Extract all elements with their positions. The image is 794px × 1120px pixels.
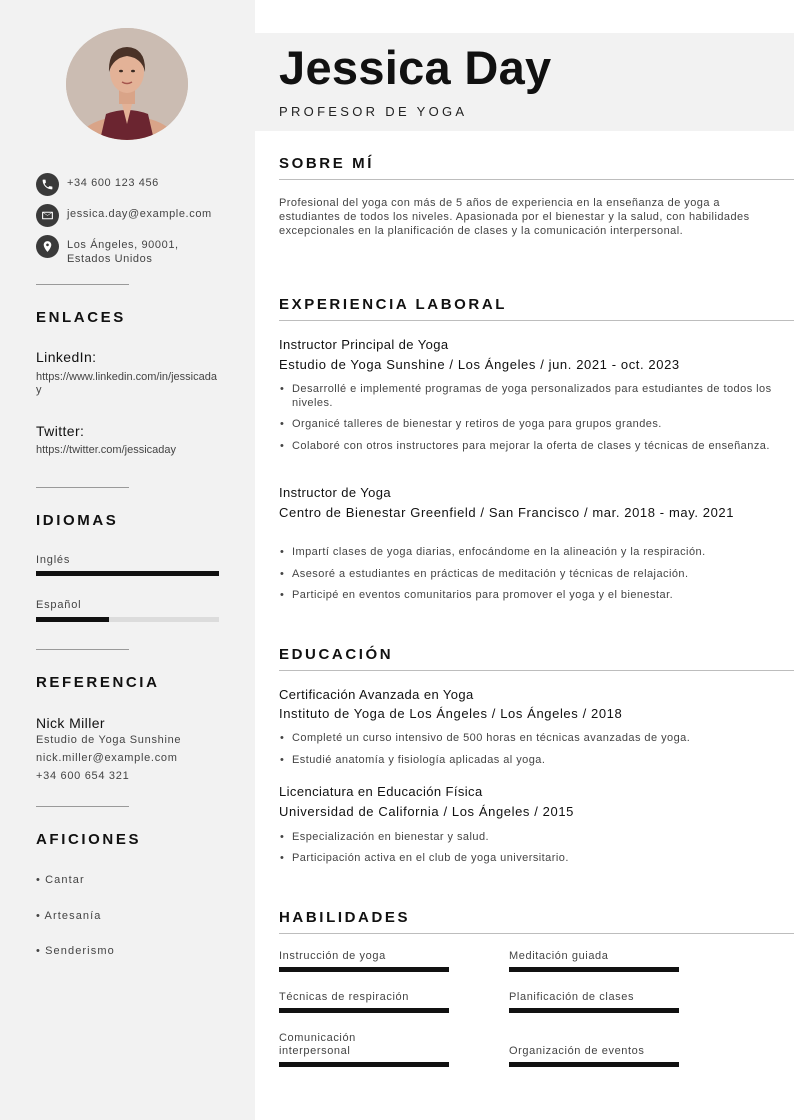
job-bullet: • Desarrollé e implementé programas de yoga personalizados para estudiantes de todos los niveles. — [279, 382, 774, 410]
education-subtitle: Universidad de California / Los Ángeles / 2015 — [279, 804, 574, 819]
job-bullet: • Organicé talleres de bienestar y retiros de yoga para grupos grandes. — [279, 417, 774, 431]
job-bullet: • Impartí clases de yoga diarias, enfocándome en la alineación y la respiración. — [279, 545, 774, 559]
skill-level-bar — [509, 1008, 679, 1013]
education-title: Licenciatura en Educación Física — [279, 784, 483, 799]
phone-icon — [36, 173, 59, 196]
contact-section — [36, 173, 212, 274]
contact-location — [36, 235, 212, 266]
hobby-item: • Senderismo — [36, 945, 115, 957]
twitter-url[interactable]: https://twitter.com/jessicaday — [36, 444, 176, 456]
avatar — [66, 28, 188, 140]
language-level-fill — [36, 617, 109, 622]
linkedin-url[interactable]: https://www.linkedin.com/in/jessicaday — [36, 371, 217, 396]
job-role: PROFESOR DE YOGA — [279, 104, 468, 119]
section-rule — [279, 179, 794, 180]
education-bullet: • Participación activa en el club de yoga universitario. — [279, 851, 774, 865]
reference-heading: REFERENCIA — [36, 674, 160, 691]
hobbies-heading: AFICIONES — [36, 831, 142, 848]
skills-heading: HABILIDADES — [279, 909, 411, 926]
skill-level-bar — [279, 1008, 449, 1013]
skill-level-fill — [279, 1062, 449, 1067]
skill-name: Comunicación interpersonal — [279, 1032, 356, 1057]
language-name: Español — [36, 599, 82, 611]
reference-phone[interactable]: +34 600 654 321 — [36, 770, 130, 782]
language-name: Inglés — [36, 554, 71, 566]
hobby-text: Artesanía — [44, 910, 102, 922]
job-bullet: • Participé en eventos comunitarios para promover el yoga y el bienestar. — [279, 588, 774, 602]
contact-phone — [36, 173, 212, 196]
job-subtitle: Estudio de Yoga Sunshine / Los Ángeles / jun. 2021 - oct. 2023 — [279, 357, 680, 372]
skill-name: Técnicas de respiración — [279, 991, 409, 1003]
location-pin-icon — [36, 235, 59, 258]
skill-level-bar — [509, 1062, 679, 1067]
education-subtitle: Instituto de Yoga de Los Ángeles / Los Ángeles / 2018 — [279, 706, 623, 721]
skill-level-bar — [279, 967, 449, 972]
skill-name: Instrucción de yoga — [279, 950, 386, 962]
experience-heading: EXPERIENCIA LABORAL — [279, 296, 508, 313]
skill-level-bar — [279, 1062, 449, 1067]
hobby-item: • Artesanía — [36, 910, 102, 922]
job-title: Instructor de Yoga — [279, 485, 391, 500]
linkedin-label: LinkedIn: — [36, 349, 97, 365]
twitter-label: Twitter: — [36, 423, 85, 439]
section-rule — [279, 670, 794, 671]
section-rule — [279, 320, 794, 321]
job-bullet: • Asesoré a estudiantes en prácticas de meditación y técnicas de relajación. — [279, 567, 774, 581]
education-bullet: • Estudié anatomía y fisiología aplicadas al yoga. — [279, 753, 774, 767]
hobby-text: Senderismo — [45, 945, 115, 957]
language-level-bar — [36, 617, 219, 622]
page-title: Jessica Day — [279, 41, 552, 94]
education-bullet: • Completé un curso intensivo de 500 horas en técnicas avanzadas de yoga. — [279, 731, 774, 745]
skill-level-fill — [279, 967, 449, 972]
skill-level-fill — [509, 967, 679, 972]
contact-email — [36, 204, 212, 227]
email-icon — [36, 204, 59, 227]
reference-email[interactable]: nick.miller@example.com — [36, 752, 178, 764]
job-subtitle: Centro de Bienestar Greenfield / San Francisco / mar. 2018 - may. 2021 — [279, 505, 735, 520]
skill-name: Organización de eventos — [509, 1045, 645, 1057]
reference-name: Nick Miller — [36, 715, 105, 731]
divider — [36, 284, 129, 285]
divider — [36, 649, 129, 650]
language-level-bar — [36, 571, 219, 576]
about-text: Profesional del yoga con más de 5 años de experiencia en la enseñanza de yoga a estudiantes de todos los niveles. Apasionada por el bienestar y la salud, con habilidades excepcionales en la planificación de clases y la comunicación interpersonal. — [279, 197, 750, 237]
links-heading: ENLACES — [36, 309, 126, 326]
portrait-photo — [66, 28, 188, 140]
education-bullet: • Especialización en bienestar y salud. — [279, 830, 774, 844]
divider — [36, 487, 129, 488]
skill-level-fill — [279, 1008, 449, 1013]
education-heading: EDUCACIÓN — [279, 646, 394, 663]
education-title: Certificación Avanzada en Yoga — [279, 687, 474, 702]
hobby-text: Cantar — [45, 874, 85, 886]
skill-level-fill — [509, 1062, 679, 1067]
reference-company: Estudio de Yoga Sunshine — [36, 734, 182, 746]
skill-name: Planificación de clases — [509, 991, 635, 1003]
skill-level-bar — [509, 967, 679, 972]
skill-name: Meditación guiada — [509, 950, 609, 962]
section-rule — [279, 933, 794, 934]
location-text: Los Ángeles, 90001, Estados Unidos — [67, 239, 179, 265]
about-heading: SOBRE MÍ — [279, 155, 374, 172]
skill-level-fill — [509, 1008, 679, 1013]
hobby-item: • Cantar — [36, 874, 85, 886]
email-text[interactable]: jessica.day@example.com — [67, 208, 212, 220]
divider — [36, 806, 129, 807]
job-title: Instructor Principal de Yoga — [279, 337, 449, 352]
language-level-fill — [36, 571, 219, 576]
phone-text[interactable]: +34 600 123 456 — [67, 177, 159, 189]
languages-heading: IDIOMAS — [36, 512, 119, 529]
job-bullet: • Colaboré con otros instructores para mejorar la oferta de clases y técnicas de enseñanza. — [279, 439, 774, 453]
